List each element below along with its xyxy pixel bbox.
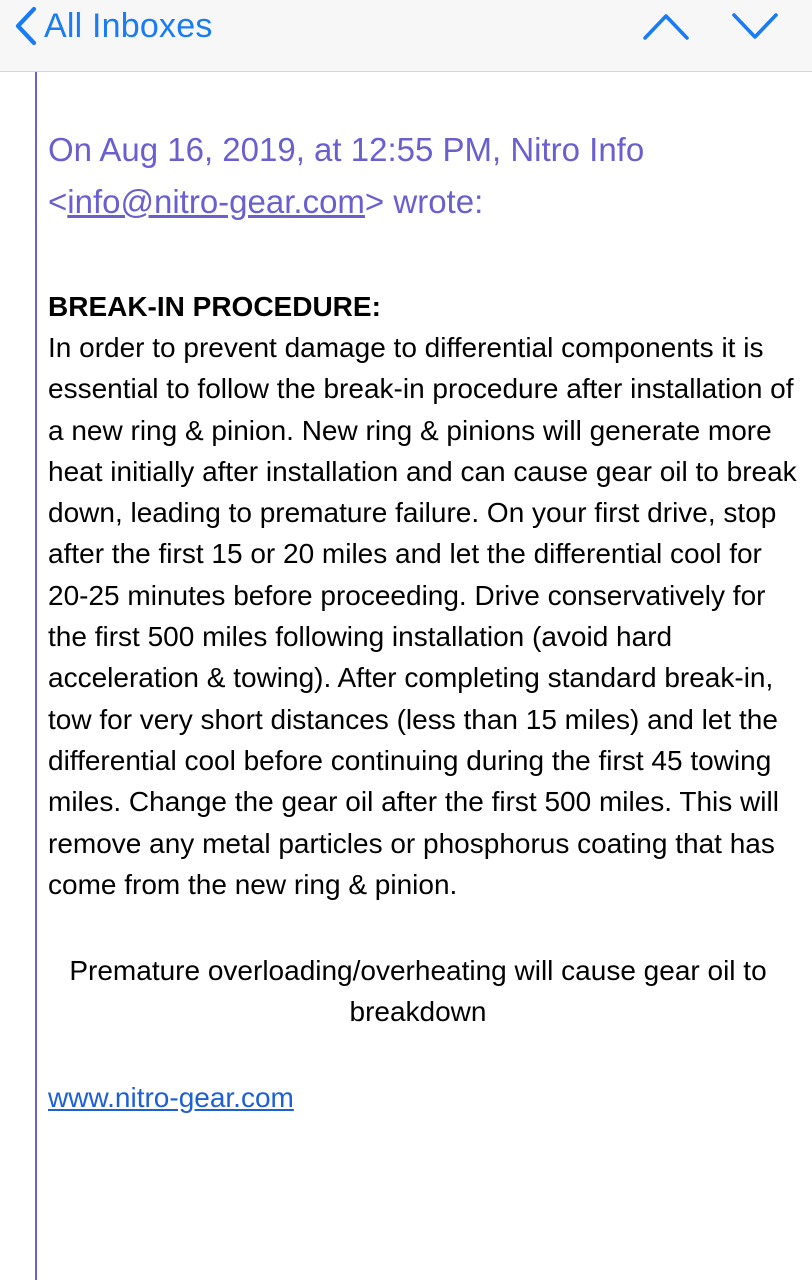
chevron-down-icon — [731, 8, 779, 44]
sender-email-link[interactable]: info@nitro-gear.com — [67, 183, 365, 220]
procedure-body: In order to prevent damage to differential components it is essential to follow the break-in procedure after installation of a new ring & pinion. New ring & pinions will generate more heat initially after installation and can cause gear oil to break down, leading to premature failure. On your first drive, stop after the first 15 or 20 miles and let the differential cool for 20-25 minutes before proceeding. Drive conservatively for the first 500 miles following installation (avoid hard acceleration & towing). After completing standard break-in, tow for very short distances (less than 15 miles) and let the differential cool before continuing during the first 45 towing miles. Change the gear oil after the first 500 miles. This will remove any metal particles or phosphorus coating that has come from the new ring & pinion. — [48, 332, 797, 900]
back-button[interactable] — [14, 4, 213, 48]
email-close-bracket: > — [364, 183, 385, 220]
attribution-prefix: On Aug 16, 2019, at 12:55 PM, Nitro Info — [48, 131, 645, 168]
email-open-bracket: < — [48, 183, 68, 220]
attribution-suffix: wrote: — [384, 183, 484, 220]
procedure-heading: BREAK-IN PROCEDURE: — [48, 291, 381, 322]
quoted-message — [48, 124, 798, 1118]
previous-message-button[interactable] — [642, 8, 690, 44]
warning-note: Premature overloading/overheating will cause gear oil to breakdown — [69, 955, 767, 1028]
quote-attribution — [48, 124, 798, 228]
chevron-left-icon — [14, 6, 38, 46]
next-message-button[interactable] — [731, 8, 779, 44]
back-button-label: All Inboxes — [44, 6, 213, 45]
navigation-bar — [0, 0, 812, 72]
quote-bar — [35, 72, 37, 1280]
website-link[interactable]: www.nitro-gear.com — [48, 1082, 294, 1114]
chevron-up-icon — [642, 8, 690, 44]
